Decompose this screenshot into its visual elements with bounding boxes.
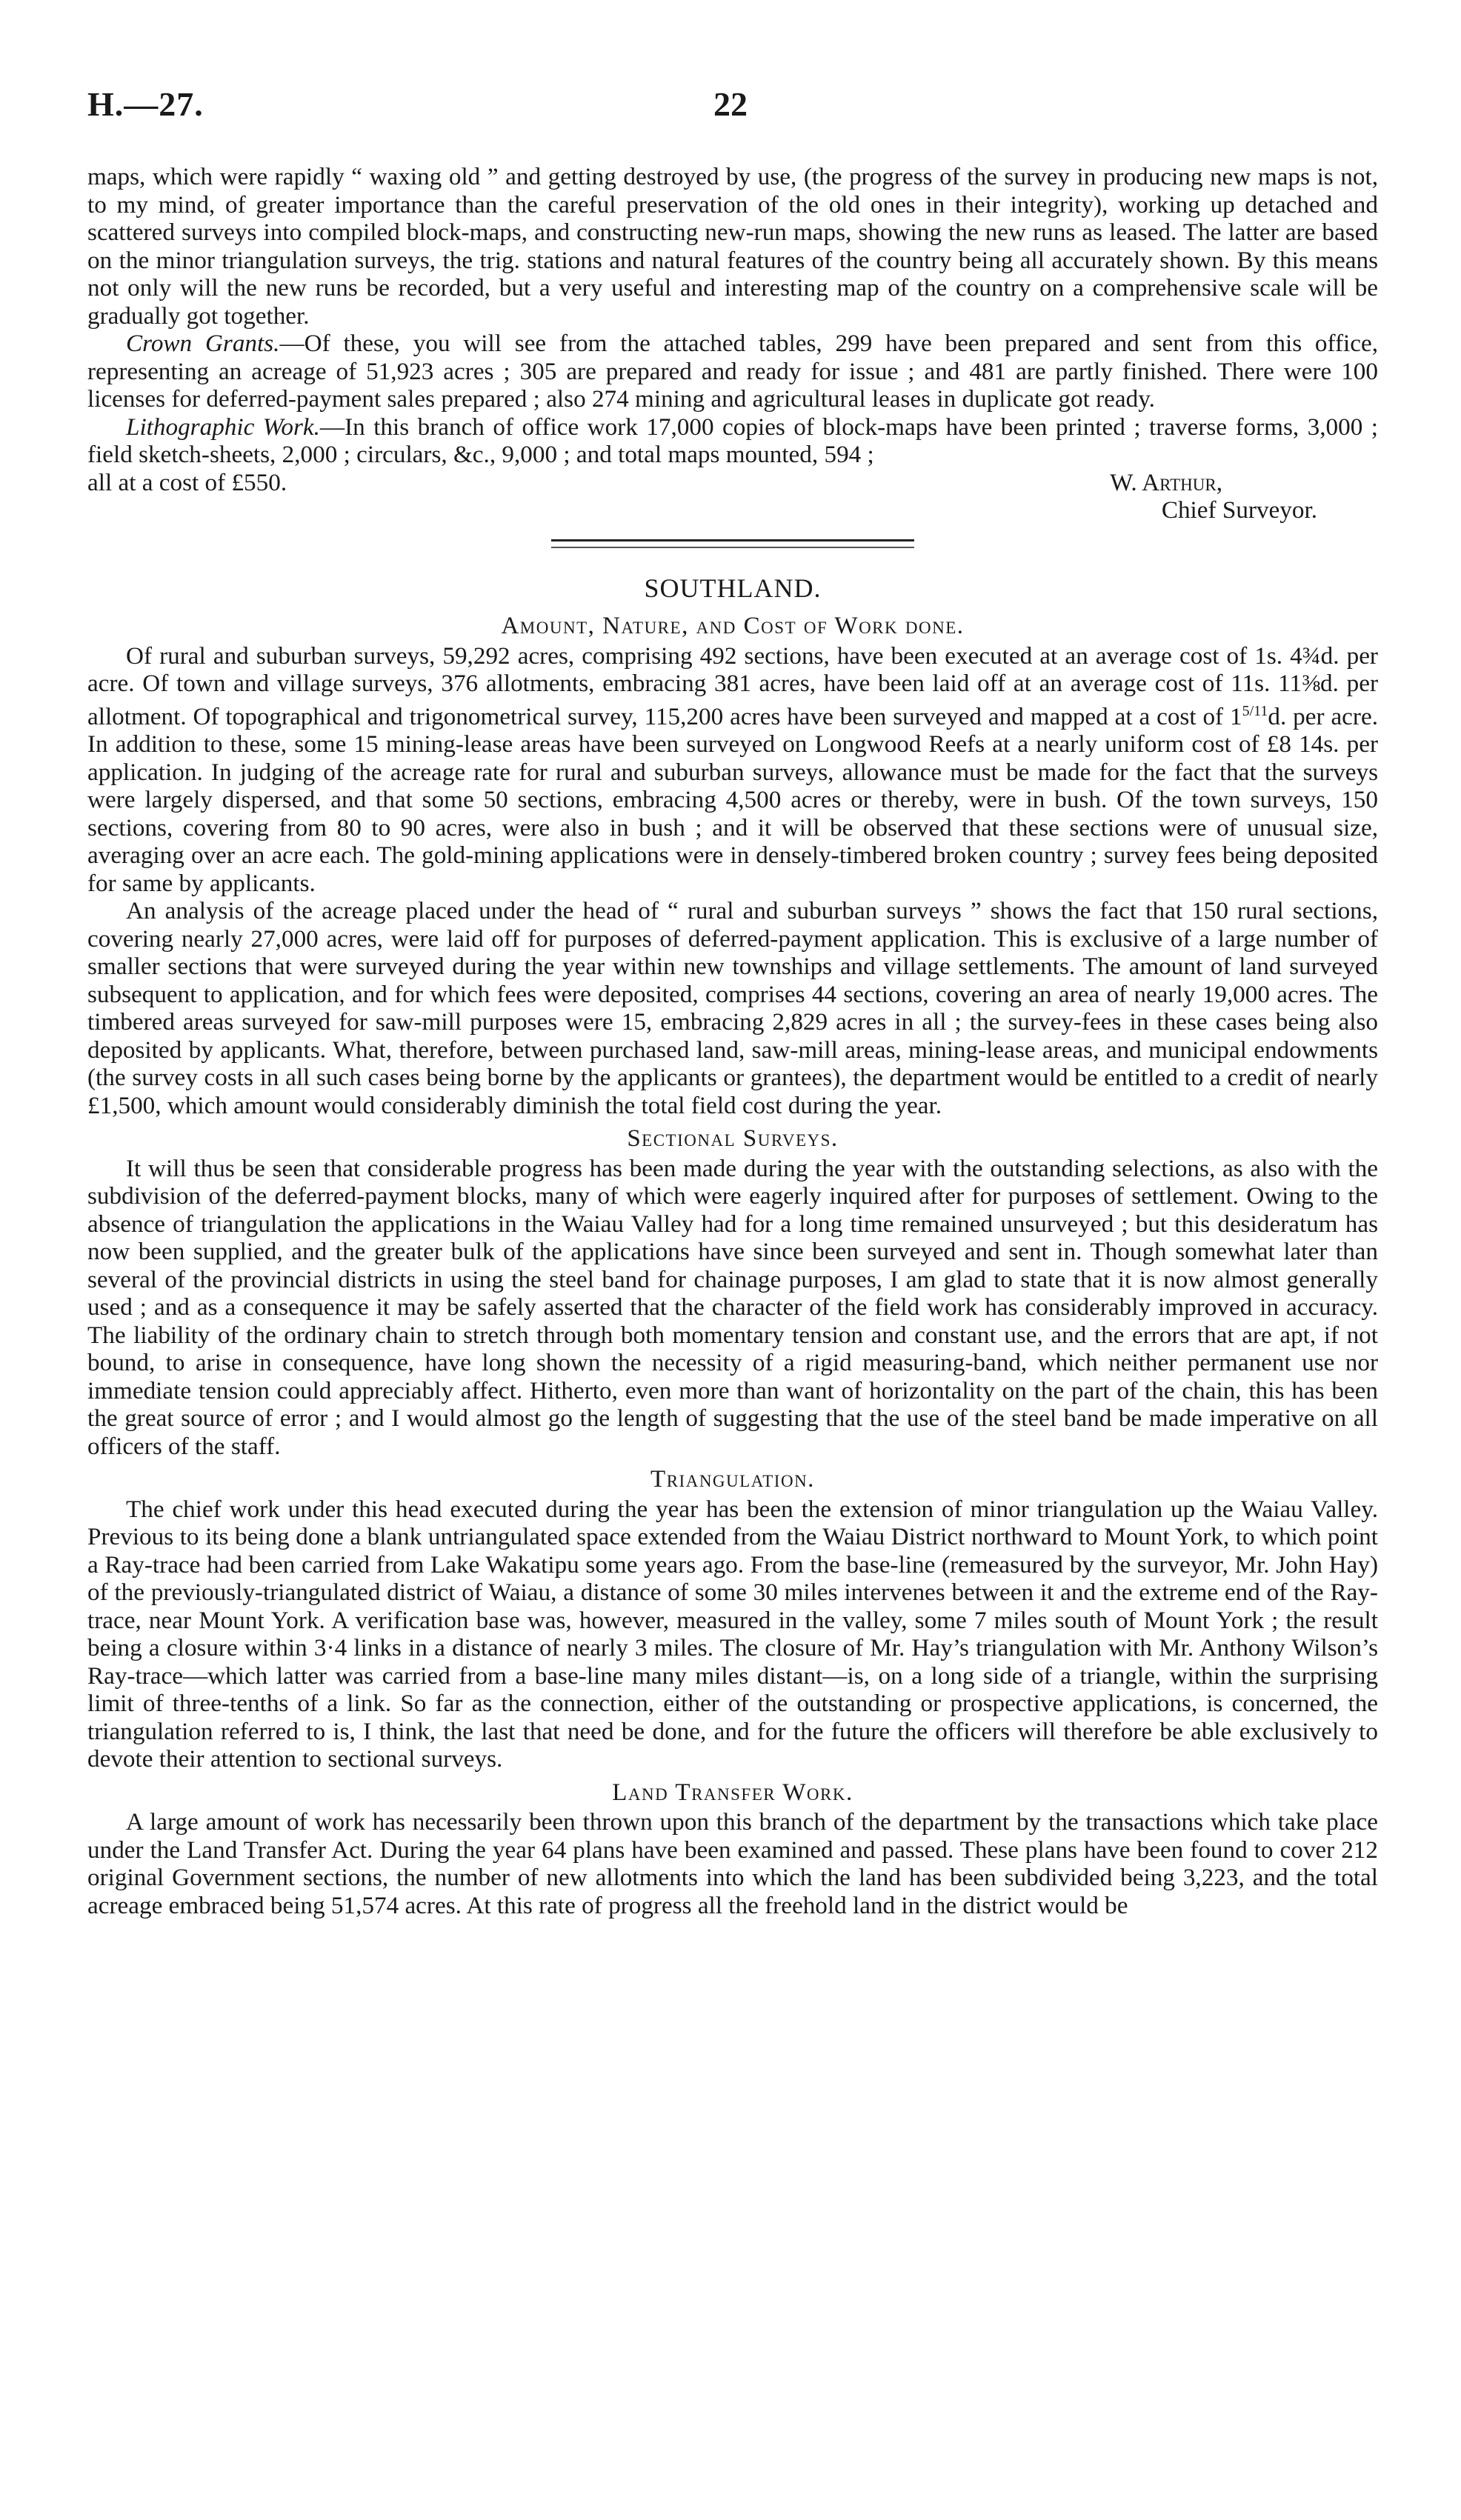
- paragraph-crown-grants: [87, 330, 1378, 413]
- rural-surveys-text-b: d. per acre. In addition to these, some 15 mining-lease areas have been surveyed on Longwood Reefs at a nearly uniform cost of £8 14s. per application. In judging of the acreage rate for rural and suburban surveys, allowance must be made for the fact that the surveys were largely dispersed, and that some 50 sections, embracing 4,500 acres or thereby, were in bush. Of the town surveys, 150 sections, covering from 80 to 90 acres, were also in bush ; and it will be observed that these sections were of unusual size, averaging over an acre each. The gold-mining applications were in densely-timbered broken country ; survey fees being deposited for same by applicants.: [87, 702, 1378, 897]
- cost-total: all at a cost of £550.: [87, 468, 287, 496]
- paragraph-maps: maps, which were rapidly “ waxing old ” and getting destroyed by use, (the progress of the survey in producing new maps is not, to my mind, of greater importance than the careful preservation of the old ones in their integrity), working up detached and scattered surveys into compiled block-maps, and constructing new-run maps, showing the new runs as leased. The latter are based on the minor triangulation surveys, the trig. stations and natural features of the country being all accurately shown. By this means not only will the new runs be recorded, but a very useful and interesting map of the country on a comprehensive scale will be gradually got together.: [87, 163, 1378, 330]
- section-title-southland: SOUTHLAND.: [644, 573, 822, 603]
- subhead-land-transfer: Land Transfer Work.: [612, 1779, 853, 1806]
- paragraph-rural-surveys: [87, 642, 1378, 898]
- fraction-superscript: 5/11: [1242, 702, 1268, 719]
- crown-grants-text: —Of these, you will see from the attached tables, 299 have been prepared and sent from this office, representing an acreage of 51,923 acres ; 305 are prepared and ready for issue ; and 481 are partly finished. There were 100 licenses for deferred-payment sales prepared ; also 274 mining and agricultural leases in duplicate got ready.: [87, 330, 1378, 413]
- body-text: [87, 163, 1378, 1919]
- signatory-name: W. Arthur,: [1110, 468, 1222, 496]
- signatory-title: Chief Surveyor.: [1161, 496, 1317, 524]
- paragraph-sectional-surveys: It will thus be seen that considerable progress has been made during the year with the outstanding selections, as also with the subdivision of the deferred-payment blocks, many of which were eagerly inquired after for purposes of settlement. Owing to the absence of triangulation the applications in the Waiau Valley had for a long time remained unsurveyed ; but this desideratum has now been supplied, and the greater bulk of the applications have since been surveyed and sent in. Though somewhat later than several of the provincial districts in using the steel band for chainage purposes, I am glad to state that it is now almost generally used ; and as a consequence it may be safely asserted that the character of the field work has considerably improved in accuracy. The liability of the ordinary chain to stretch through both momentary tension and constant use, and the errors that are apt, if not bound, to arise in consequence, have long shown the necessity of a rigid measuring-band, which neither permanent use nor immediate tension could appreciably affect. Hitherto, even more than want of horizontality on the part of the chain, this has been the great source of error ; and I would almost go the length of suggesting that the use of the steel band be made imperative on all officers of the staff.: [87, 1154, 1378, 1460]
- lithographic-text: —In this branch of office work 17,000 copies of block-maps have been printed ; traverse forms, 3,000 ; field sketch-sheets, 2,000 ; circulars, &c., 9,000 ; and total maps mounted, 594 ;: [87, 413, 1378, 468]
- page-number: 22: [713, 85, 748, 123]
- rural-surveys-text-a: Of rural and suburban surveys, 59,292 acres, comprising 492 sections, have been executed at an average cost of 1s. 4¾d. per acre. Of town and village surveys, 376 allotments, embracing 381 acres, have been laid off at an average cost of 11s. 11⅜d. per allotment. Of topographical and trigonometrical survey, 115,200 acres have been surveyed and mapped at a cost of 1: [87, 641, 1378, 730]
- paragraph-acreage-analysis: An analysis of the acreage placed under the head of “ rural and suburban surveys ” shows the fact that 150 rural sections, covering nearly 27,000 acres, were laid off for purposes of deferred-payment application. This is exclusive of a large number of smaller sections that were surveyed during the year within new townships and village settlements. The amount of land surveyed subsequent to application, and for which fees were deposited, comprises 44 sections, covering an area of nearly 19,000 acres. The timbered areas surveyed for saw-mill purposes were 15, embracing 2,829 acres in all ; the survey-fees in these cases being also deposited by applicants. What, therefore, between purchased land, saw-mill areas, mining-lease areas, and municipal endowments (the survey costs in all such cases being borne by the applicants or grantees), the department would be entitled to a credit of nearly £1,500, which amount would considerably diminish the total field cost during the year.: [87, 897, 1378, 1119]
- subhead-sectional-surveys: Sectional Surveys.: [627, 1125, 839, 1153]
- subhead-amount-nature-cost: Amount, Nature, and Cost of Work done.: [501, 613, 965, 639]
- report-reference: H.—27.: [87, 85, 204, 123]
- crown-grants-lead: Crown Grants.: [126, 330, 280, 357]
- paragraph-triangulation: The chief work under this head executed during the year has been the extension of minor triangulation up the Waiau Valley. Previous to its being done a blank untriangulated space extended from the Waiau District northward to Mount York, to which point a Ray-trace had been carried from Lake Wakatipu some years ago. From the base-line (remeasured by the surveyor, Mr. John Hay) of the previously-triangulated district of Waiau, a distance of some 30 miles intervenes between it and the extreme end of the Ray-trace, near Mount York. A verification base was, however, measured in the valley, some 7 miles south of Mount York ; the result being a closure within 3·4 links in a distance of nearly 3 miles. The closure of Mr. Hay’s triangulation with Mr. Anthony Wilson’s Ray-trace—which latter was carried from a base-line many miles distant—is, on a long side of a triangle, within the surprising limit of three-tenths of a link. So far as the connection, either of the outstanding or prospective applications, is concerned, the triangulation referred to is, I think, the last that need be done, and for the future the officers will therefore be able exclusively to devote their attention to sectional surveys.: [87, 1495, 1378, 1773]
- signature-line: [87, 469, 1378, 497]
- paragraph-lithographic: [87, 413, 1378, 469]
- paragraph-land-transfer: A large amount of work has necessarily been thrown upon this branch of the department by the transactions which take place under the Land Transfer Act. During the year 64 plans have been examined and passed. These plans have been found to cover 212 original Government sections, the number of new allotments into which the land has been subdivided being 3,223, and the total acreage embraced being 51,574 acres. At this rate of progress all the freehold land in the district would be: [87, 1808, 1378, 1919]
- lithographic-lead: Lithographic Work.: [126, 413, 320, 441]
- section-divider: [551, 539, 914, 548]
- subhead-triangulation: Triangulation.: [650, 1466, 815, 1493]
